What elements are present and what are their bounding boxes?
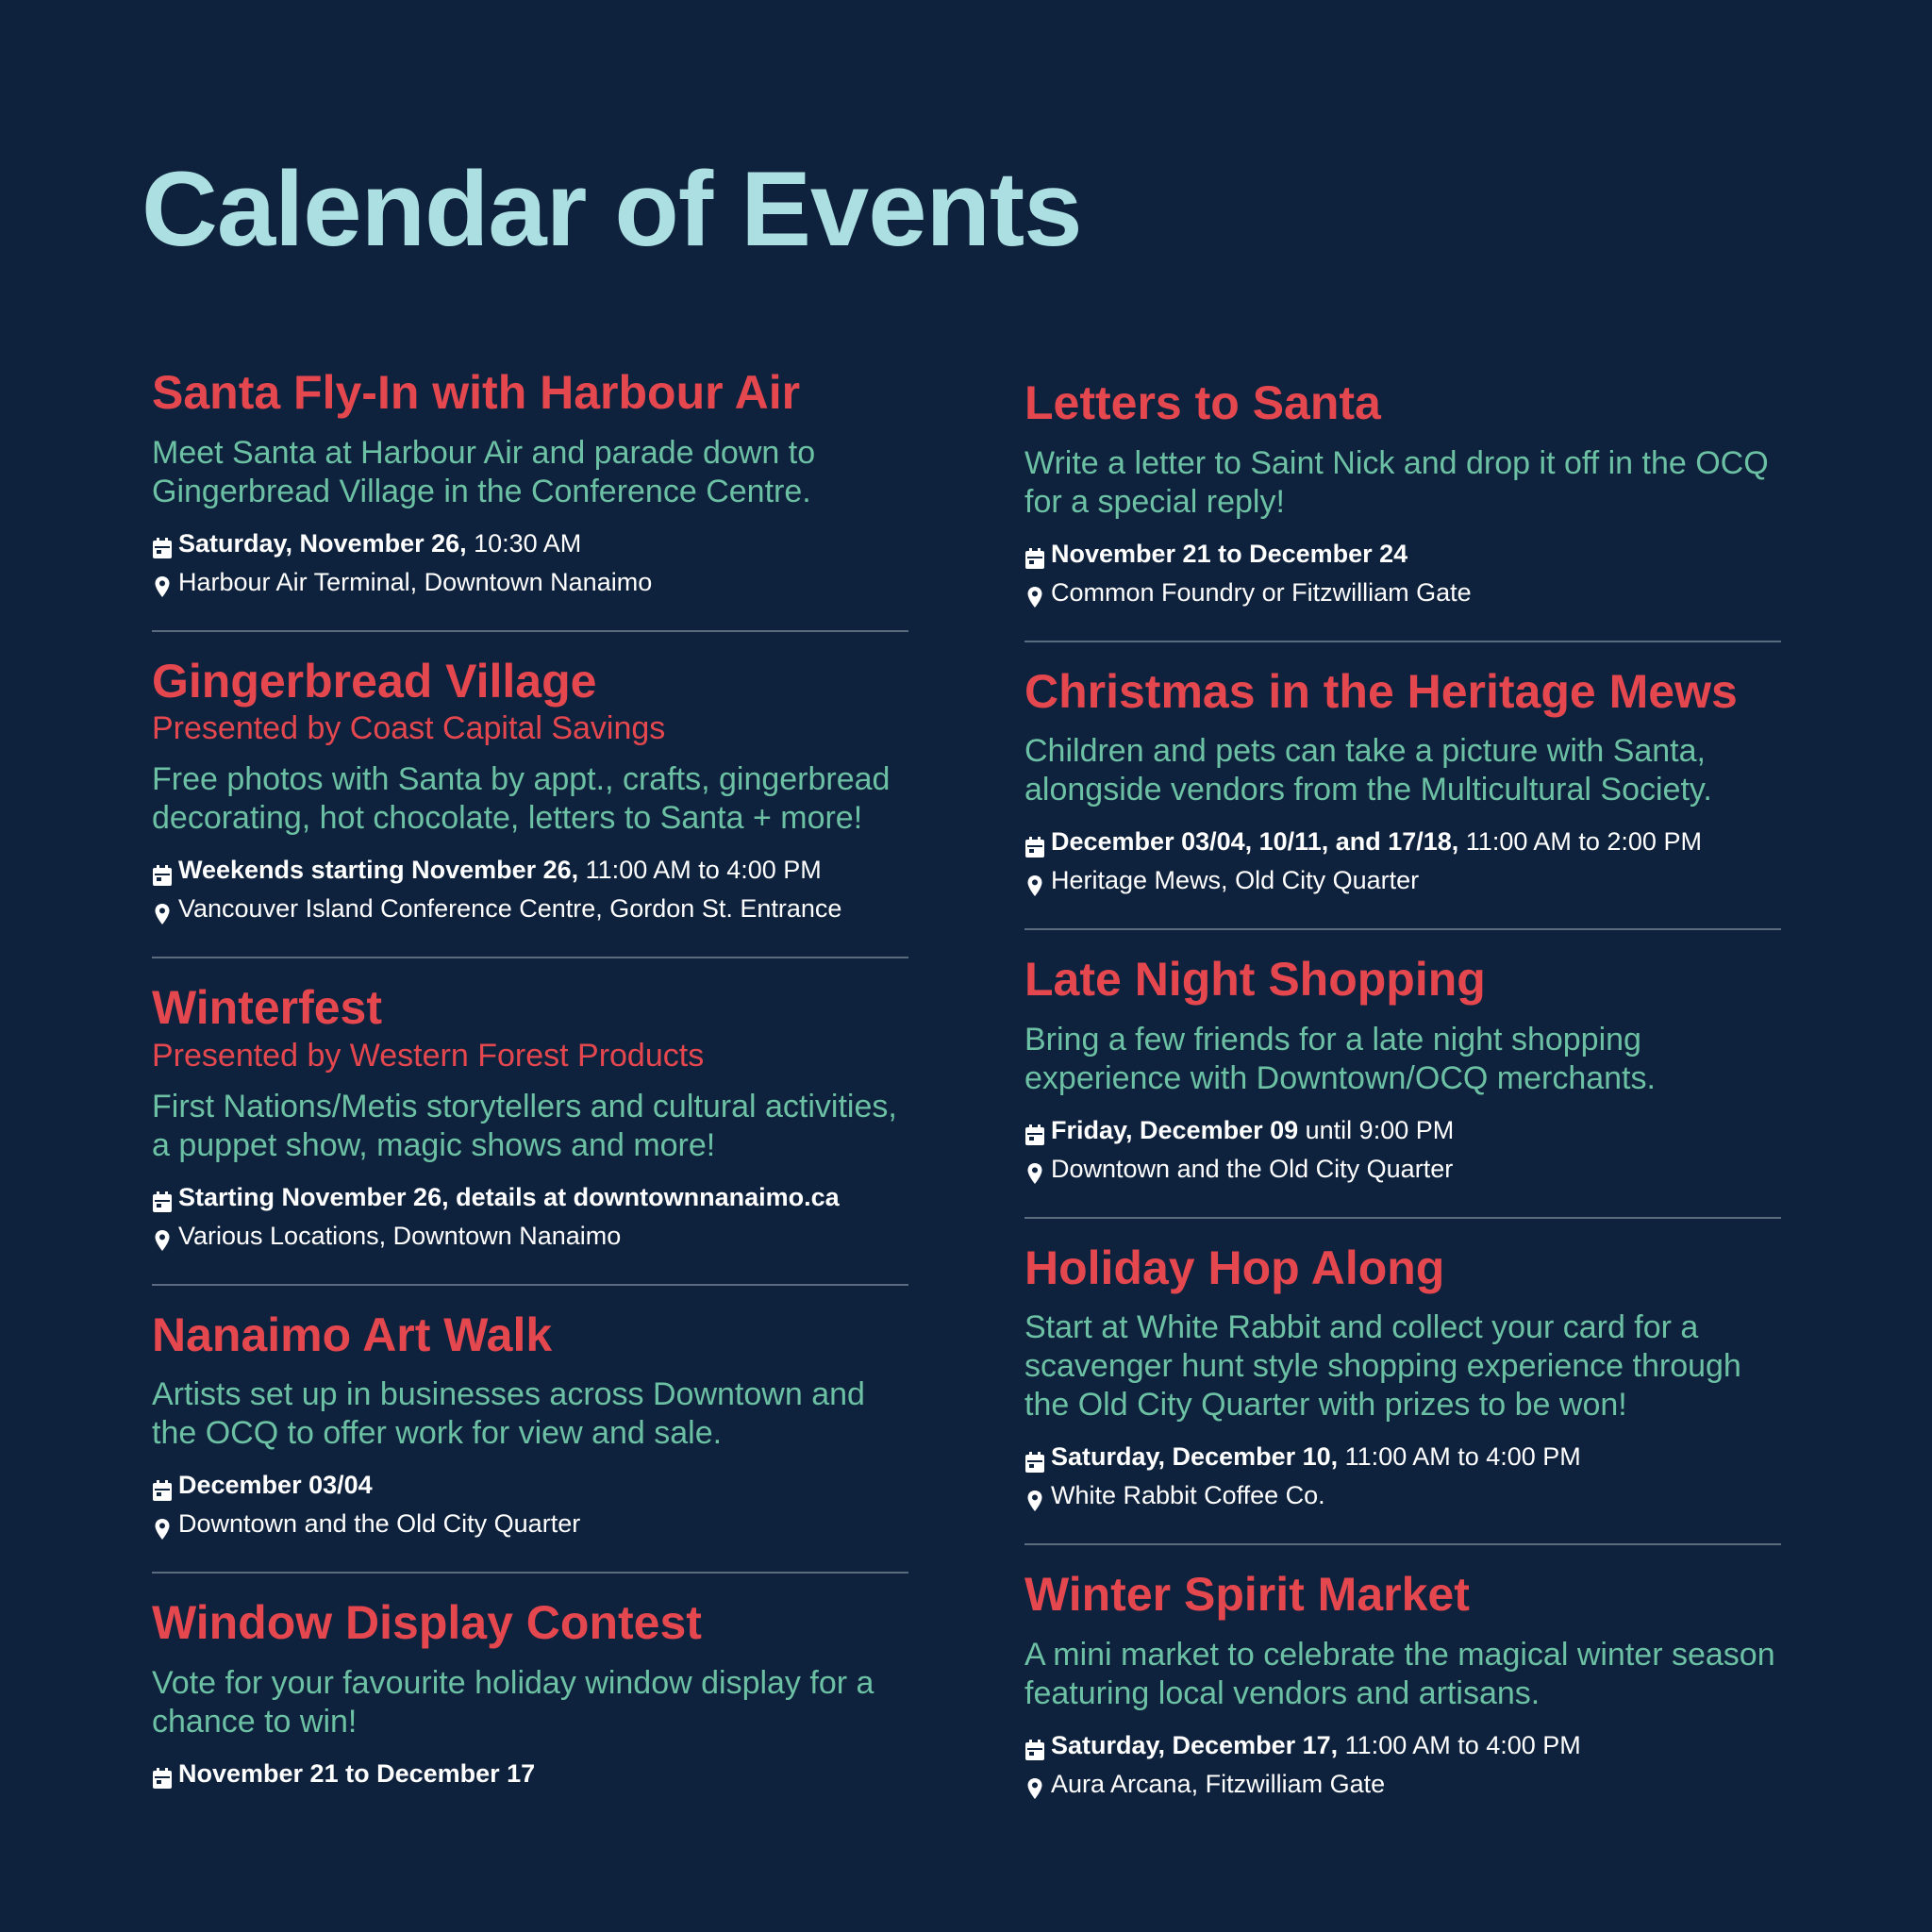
map-pin-icon bbox=[152, 1224, 173, 1247]
event-date bbox=[152, 1755, 908, 1793]
event-date-time: 11:00 AM to 4:00 PM bbox=[1338, 1730, 1581, 1759]
event-description: A mini market to celebrate the magical winter season featuring local vendors and artisans. bbox=[1024, 1636, 1775, 1711]
event-location-text: Heritage Mews, Old City Quarter bbox=[1051, 866, 1420, 894]
event-date-time: 11:00 AM to 2:00 PM bbox=[1458, 827, 1702, 856]
event-title: Gingerbread Village bbox=[152, 654, 597, 708]
event-card bbox=[152, 366, 908, 632]
page-title: Calendar of Events bbox=[142, 150, 1082, 268]
map-pin-icon bbox=[1024, 870, 1045, 892]
event-description: Children and pets can take a picture with Santa, alongside vendors from the Multicultural Society. bbox=[1024, 733, 1712, 808]
event-description: Meet Santa at Harbour Air and parade down to Gingerbread Village in the Conference Centre. bbox=[152, 434, 816, 509]
event-description: Write a letter to Saint Nick and drop it off in the OCQ for a special reply! bbox=[1024, 444, 1769, 520]
event-date bbox=[1024, 1111, 1781, 1150]
event-presenter: Presented by Coast Capital Savings bbox=[152, 710, 666, 746]
event-date-bold: November 21 to December 17 bbox=[178, 1758, 536, 1788]
event-card bbox=[152, 655, 908, 959]
event-location-text: Various Locations, Downtown Nanaimo bbox=[178, 1221, 622, 1250]
calendar-icon bbox=[152, 532, 173, 555]
event-card bbox=[152, 1308, 908, 1574]
event-location bbox=[1024, 861, 1781, 900]
event-title: Letters to Santa bbox=[1024, 376, 1381, 429]
event-date-bold: Saturday, December 10, bbox=[1051, 1442, 1339, 1471]
calendar-icon bbox=[152, 859, 173, 882]
event-location-text: Harbour Air Terminal, Downtown Nanaimo bbox=[178, 567, 653, 596]
event-date-time: until 9:00 PM bbox=[1298, 1115, 1455, 1144]
event-card bbox=[152, 1596, 908, 1822]
event-location bbox=[152, 563, 908, 602]
event-date bbox=[152, 525, 908, 563]
event-date-text bbox=[1051, 535, 1407, 574]
left-column bbox=[152, 366, 908, 1844]
event-description: First Nations/Metis storytellers and cultural activities, a puppet show, magic shows and more! bbox=[152, 1088, 897, 1163]
event-location bbox=[152, 1217, 908, 1256]
map-pin-icon bbox=[1024, 581, 1045, 604]
map-pin-icon bbox=[152, 898, 173, 921]
map-pin-icon bbox=[152, 1513, 173, 1536]
event-title: Nanaimo Art Walk bbox=[152, 1307, 553, 1361]
event-location-text: Vancouver Island Conference Centre, Gordon St. Entrance bbox=[178, 894, 842, 924]
event-location bbox=[152, 890, 908, 928]
event-location-text: Downtown and the Old City Quarter bbox=[1051, 1154, 1454, 1183]
event-date-text bbox=[1051, 1438, 1581, 1476]
event-location bbox=[1024, 1765, 1781, 1804]
right-column bbox=[1024, 376, 1781, 1855]
event-date-bold: December 03/04 bbox=[178, 1471, 373, 1500]
event-location bbox=[1024, 574, 1781, 612]
event-date bbox=[1024, 823, 1781, 861]
event-location bbox=[1024, 1150, 1781, 1189]
event-date-text bbox=[1051, 823, 1702, 861]
event-location-text: White Rabbit Coffee Co. bbox=[1051, 1481, 1325, 1509]
calendar-icon bbox=[1024, 1734, 1045, 1757]
event-date-text bbox=[1051, 1111, 1454, 1150]
event-date bbox=[1024, 535, 1781, 574]
event-date-time: 11:00 AM to 4:00 PM bbox=[578, 856, 822, 885]
event-description: Start at White Rabbit and collect your card for a scavenger hunt style shopping experience through the Old City Quarter with prizes to be won! bbox=[1024, 1309, 1741, 1423]
event-location-text: Aura Arcana, Fitzwilliam Gate bbox=[1051, 1769, 1386, 1798]
event-date-bold: Friday, December 09 bbox=[1051, 1115, 1299, 1144]
event-description: Bring a few friends for a late night shopping experience with Downtown/OCQ merchants. bbox=[1024, 1021, 1656, 1096]
event-date-text bbox=[178, 525, 581, 563]
event-location bbox=[152, 1505, 908, 1543]
event-date-bold: November 21 to December 24 bbox=[1051, 539, 1408, 568]
event-location-text: Downtown and the Old City Quarter bbox=[178, 1509, 581, 1539]
calendar-icon bbox=[1024, 1119, 1045, 1141]
event-title: Winter Spirit Market bbox=[1024, 1568, 1470, 1621]
map-pin-icon bbox=[1024, 1773, 1045, 1795]
event-card bbox=[1024, 376, 1781, 642]
event-title: Winterfest bbox=[152, 981, 383, 1035]
event-card bbox=[152, 981, 908, 1286]
event-date-time: 11:00 AM to 4:00 PM bbox=[1338, 1442, 1581, 1471]
map-pin-icon bbox=[1024, 1158, 1045, 1180]
event-date-text bbox=[1051, 1726, 1581, 1765]
map-pin-icon bbox=[1024, 1485, 1045, 1507]
calendar-icon bbox=[152, 1762, 173, 1785]
event-description: Vote for your favourite holiday window display for a chance to win! bbox=[152, 1664, 874, 1740]
event-date bbox=[152, 851, 908, 890]
event-date-time: 10:30 AM bbox=[466, 528, 582, 558]
event-date-text bbox=[178, 1466, 373, 1505]
event-date-text bbox=[178, 1755, 535, 1793]
calendar-icon bbox=[1024, 1446, 1045, 1469]
event-title: Window Display Contest bbox=[152, 1596, 702, 1650]
event-presenter: Presented by Western Forest Products bbox=[152, 1037, 705, 1074]
calendar-icon bbox=[1024, 542, 1045, 565]
event-date-bold: Starting November 26, details at downtownnanaimo.ca bbox=[178, 1182, 840, 1211]
event-location bbox=[1024, 1476, 1781, 1515]
event-card bbox=[1024, 1241, 1781, 1546]
event-title: Santa Fly-In with Harbour Air bbox=[152, 366, 801, 419]
event-date-bold: Weekends starting November 26, bbox=[178, 856, 579, 885]
event-date-text bbox=[178, 851, 822, 890]
event-title: Late Night Shopping bbox=[1024, 953, 1486, 1006]
event-date bbox=[152, 1178, 908, 1217]
event-date bbox=[152, 1466, 908, 1505]
event-date-bold: December 03/04, 10/11, and 17/18, bbox=[1051, 827, 1459, 856]
event-title: Holiday Hop Along bbox=[1024, 1241, 1445, 1294]
event-date-text bbox=[178, 1178, 840, 1217]
event-card bbox=[1024, 1568, 1781, 1832]
event-date bbox=[1024, 1438, 1781, 1476]
calendar-icon bbox=[152, 1474, 173, 1497]
event-date-bold: Saturday, November 26, bbox=[178, 528, 467, 558]
map-pin-icon bbox=[152, 571, 173, 593]
event-description: Artists set up in businesses across Downtown and the OCQ to offer work for view and sale. bbox=[152, 1376, 865, 1452]
event-card bbox=[1024, 953, 1781, 1219]
event-title: Christmas in the Heritage Mews bbox=[1024, 664, 1738, 718]
event-description: Free photos with Santa by appt., crafts, gingerbread decorating, hot chocolate, letters to Santa + more! bbox=[152, 761, 891, 837]
event-card bbox=[1024, 665, 1781, 931]
event-location-text: Common Foundry or Fitzwilliam Gate bbox=[1051, 577, 1472, 607]
event-date bbox=[1024, 1726, 1781, 1765]
calendar-icon bbox=[152, 1186, 173, 1208]
event-date-bold: Saturday, December 17, bbox=[1051, 1730, 1339, 1759]
calendar-icon bbox=[1024, 831, 1045, 854]
